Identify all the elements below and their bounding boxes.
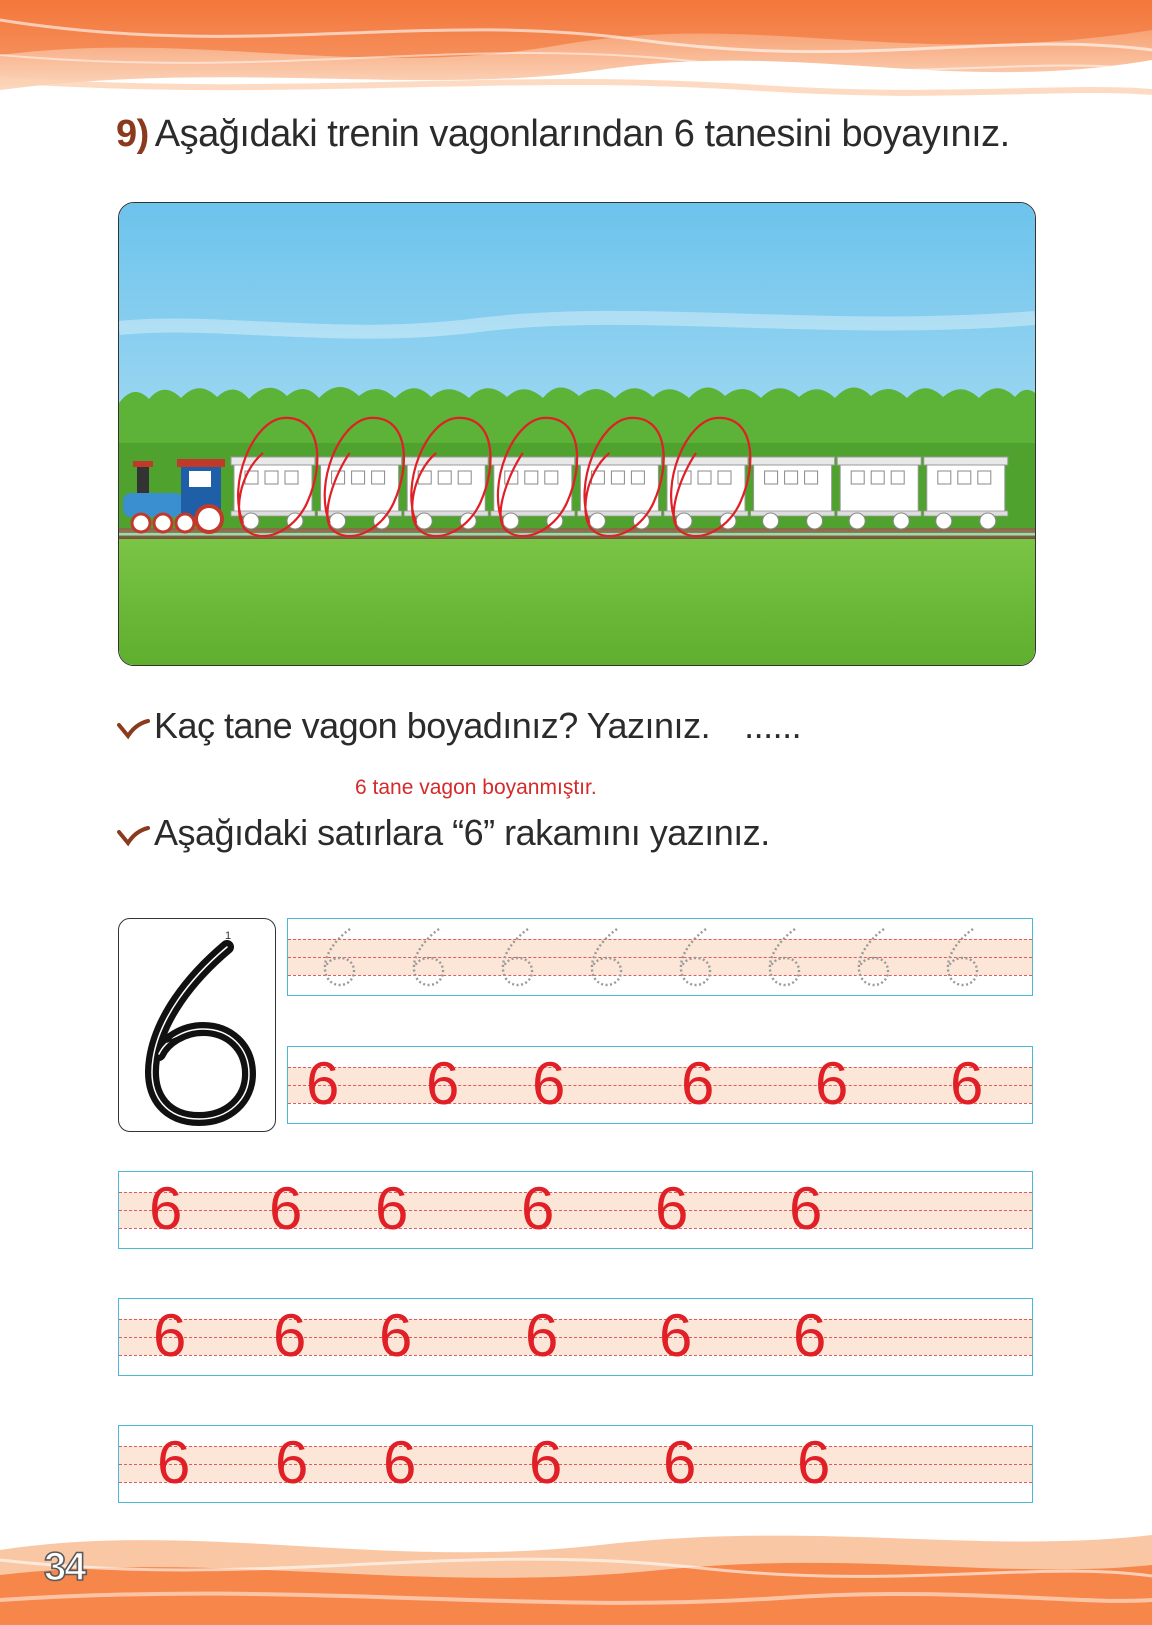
write-prompt-text: Aşağıdaki satırlara “6” rakamını yazınız.: [154, 812, 770, 853]
handwritten-digit: 6: [157, 1428, 191, 1496]
handwritten-digit: 6: [149, 1174, 183, 1242]
trace-digit: [850, 921, 894, 991]
train-illustration: [118, 202, 1036, 666]
handwritten-digit: 6: [663, 1428, 697, 1496]
writing-row[interactable]: [118, 1171, 1033, 1249]
handwritten-digit: 6: [793, 1301, 827, 1369]
trace-row: [287, 918, 1033, 996]
handwritten-digit: 6: [426, 1049, 460, 1117]
trace-digit: [405, 921, 449, 991]
stroke-number: 1: [225, 930, 232, 942]
trace-digit: [761, 921, 805, 991]
trace-digit: [939, 921, 983, 991]
handwritten-digit: 6: [789, 1174, 823, 1242]
handwritten-digit: 6: [383, 1428, 417, 1496]
handwritten-digit: 6: [797, 1428, 831, 1496]
handwritten-digit: 6: [659, 1301, 693, 1369]
handwritten-digit: 6: [950, 1049, 984, 1117]
handwritten-digit: 6: [153, 1301, 187, 1369]
handwritten-digit: 6: [275, 1428, 309, 1496]
page-number: 34: [44, 1545, 85, 1589]
ground: [119, 535, 1035, 665]
handwritten-digit: 6: [525, 1301, 559, 1369]
handwritten-digit: 6: [269, 1174, 303, 1242]
trace-digit: [316, 921, 360, 991]
trace-digit: [583, 921, 627, 991]
question-text: Aşağıdaki trenin vagonlarından 6 tanesini boyayınız.: [154, 113, 1010, 155]
count-blank: ......: [744, 705, 802, 746]
model-digit-six: [119, 919, 275, 1131]
handwritten-digit: 6: [273, 1301, 307, 1369]
check-icon: [116, 715, 150, 741]
model-digit-box: [118, 918, 276, 1132]
question-title: [116, 113, 1010, 156]
write-prompt: [116, 812, 770, 854]
writing-row[interactable]: [118, 1298, 1033, 1376]
handwritten-digit: 6: [521, 1174, 555, 1242]
check-icon: [116, 822, 150, 848]
trace-digit: [494, 921, 538, 991]
handwritten-digit: 6: [681, 1049, 715, 1117]
bottom-wave-decoration: [0, 1510, 1152, 1625]
handwritten-digit: 6: [815, 1049, 849, 1117]
writing-row[interactable]: [118, 1425, 1033, 1503]
question-number: 9): [116, 113, 149, 155]
count-prompt-text: Kaç tane vagon boyadınız? Yazınız.: [154, 705, 711, 746]
answer-note: 6 tane vagon boyanmıştır.: [355, 776, 597, 799]
handwritten-digit: 6: [532, 1049, 566, 1117]
trace-digit: [672, 921, 716, 991]
handwritten-digit: 6: [306, 1049, 340, 1117]
handwritten-digit: 6: [379, 1301, 413, 1369]
writing-row[interactable]: [287, 1046, 1033, 1124]
handwritten-digit: 6: [375, 1174, 409, 1242]
handwritten-digit: 6: [655, 1174, 689, 1242]
top-wave-decoration: [0, 0, 1152, 110]
handwritten-digit: 6: [529, 1428, 563, 1496]
count-prompt: [116, 705, 801, 747]
